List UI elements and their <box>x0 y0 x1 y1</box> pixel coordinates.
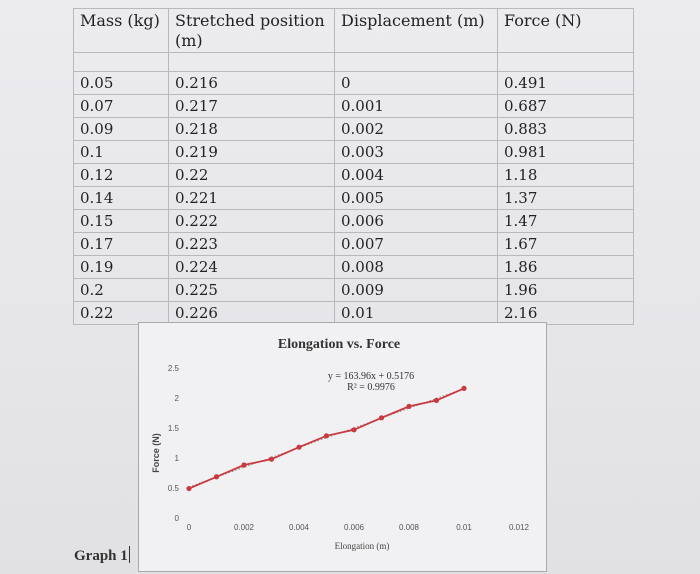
y-tick-label: 1 <box>174 454 179 463</box>
table-cell: 0.002 <box>335 118 498 141</box>
data-point <box>241 462 246 467</box>
table-cell: 0.007 <box>335 233 498 256</box>
table-cell: 1.96 <box>498 279 634 302</box>
table-cell: 0.006 <box>335 210 498 233</box>
table-cell: 0.883 <box>498 118 634 141</box>
table-row <box>74 164 634 187</box>
x-tick-label: 0 <box>186 523 192 532</box>
data-point <box>214 474 219 479</box>
table-cell: 0.981 <box>498 141 634 164</box>
table-row <box>74 72 634 95</box>
series-line <box>189 388 464 488</box>
data-point <box>351 427 356 432</box>
data-point <box>186 486 191 491</box>
table-cell: 1.67 <box>498 233 634 256</box>
table-row <box>74 187 634 210</box>
table-header-row <box>74 9 634 53</box>
spacer-cell <box>74 53 169 72</box>
table-cell: 0.221 <box>169 187 335 210</box>
y-tick-label: 0 <box>174 514 179 523</box>
trendline-equation: y = 163.96x + 0.5176 <box>327 371 415 382</box>
table-cell: 0.22 <box>169 164 335 187</box>
spacer-cell <box>169 53 335 72</box>
table-cell: 1.47 <box>498 210 634 233</box>
table-cell: 0.005 <box>335 187 498 210</box>
table-cell: 0.224 <box>169 256 335 279</box>
table-row <box>74 95 634 118</box>
table-cell: 0.218 <box>169 118 335 141</box>
table-cell: 0.491 <box>498 72 634 95</box>
table-row <box>74 233 634 256</box>
table-cell: 0.15 <box>74 210 169 233</box>
table-cell: 0.12 <box>74 164 169 187</box>
chart-title: Elongation vs. Force <box>277 337 401 352</box>
x-tick-label: 0.006 <box>343 523 365 532</box>
x-tick-label: 0.008 <box>398 523 420 532</box>
y-axis-label: Force (N) <box>151 433 161 473</box>
chart-svg <box>139 323 546 571</box>
header-stretched-position: Stretched position (m) <box>169 9 335 53</box>
table-cell: 2.16 <box>498 302 634 325</box>
data-table <box>73 8 634 325</box>
table-cell: 0.22 <box>74 302 169 325</box>
x-tick-label: 0.012 <box>508 523 530 532</box>
spacer-cell <box>335 53 498 72</box>
table-cell: 0.09 <box>74 118 169 141</box>
table-body <box>74 53 634 325</box>
table-row <box>74 210 634 233</box>
table-cell: 0.14 <box>74 187 169 210</box>
table-row <box>74 256 634 279</box>
table-cell: 0.01 <box>335 302 498 325</box>
table-cell: 0.1 <box>74 141 169 164</box>
table-cell: 0.2 <box>74 279 169 302</box>
table-cell: 1.86 <box>498 256 634 279</box>
table-cell: 0.17 <box>74 233 169 256</box>
x-tick-label: 0.004 <box>288 523 310 532</box>
table-cell: 0.216 <box>169 72 335 95</box>
table-cell: 0.226 <box>169 302 335 325</box>
table-cell: 0.219 <box>169 141 335 164</box>
elongation-force-chart <box>138 322 547 572</box>
table-cell: 0.003 <box>335 141 498 164</box>
data-point <box>434 398 439 403</box>
x-tick-label: 0.002 <box>233 523 255 532</box>
x-axis-label: Elongation (m) <box>334 541 390 551</box>
x-tick-label: 0.01 <box>456 523 472 532</box>
table-cell: 0.009 <box>335 279 498 302</box>
table-cell: 0.008 <box>335 256 498 279</box>
table-cell: 0 <box>335 72 498 95</box>
table-cell: 0.687 <box>498 95 634 118</box>
y-tick-label: 2 <box>174 394 179 403</box>
spacer-cell <box>498 53 634 72</box>
table-cell: 0.222 <box>169 210 335 233</box>
data-point <box>324 433 329 438</box>
table-cell: 0.001 <box>335 95 498 118</box>
header-mass: Mass (kg) <box>74 9 169 53</box>
table-cell: 0.223 <box>169 233 335 256</box>
graph-caption <box>74 546 130 565</box>
header-displacement: Displacement (m) <box>335 9 498 53</box>
graph-caption-text: Graph 1 <box>74 548 128 564</box>
table-cell: 1.37 <box>498 187 634 210</box>
table-spacer-row <box>74 53 634 72</box>
data-point <box>296 445 301 450</box>
table-cell: 1.18 <box>498 164 634 187</box>
table-cell: 0.004 <box>335 164 498 187</box>
table-cell: 0.225 <box>169 279 335 302</box>
y-tick-label: 1.5 <box>167 424 179 433</box>
table-cell: 0.07 <box>74 95 169 118</box>
y-tick-label: 2.5 <box>167 364 179 373</box>
y-tick-label: 0.5 <box>167 484 179 493</box>
table-cell: 0.05 <box>74 72 169 95</box>
caption-line <box>129 546 130 563</box>
data-point <box>461 386 466 391</box>
header-force: Force (N) <box>498 9 634 53</box>
trendline-r-squared: R² = 0.9976 <box>347 382 395 393</box>
table-row <box>74 279 634 302</box>
table-row <box>74 141 634 164</box>
table-cell: 0.217 <box>169 95 335 118</box>
table-row <box>74 118 634 141</box>
data-point <box>406 404 411 409</box>
data-point <box>269 457 274 462</box>
table-cell: 0.19 <box>74 256 169 279</box>
data-point <box>379 415 384 420</box>
